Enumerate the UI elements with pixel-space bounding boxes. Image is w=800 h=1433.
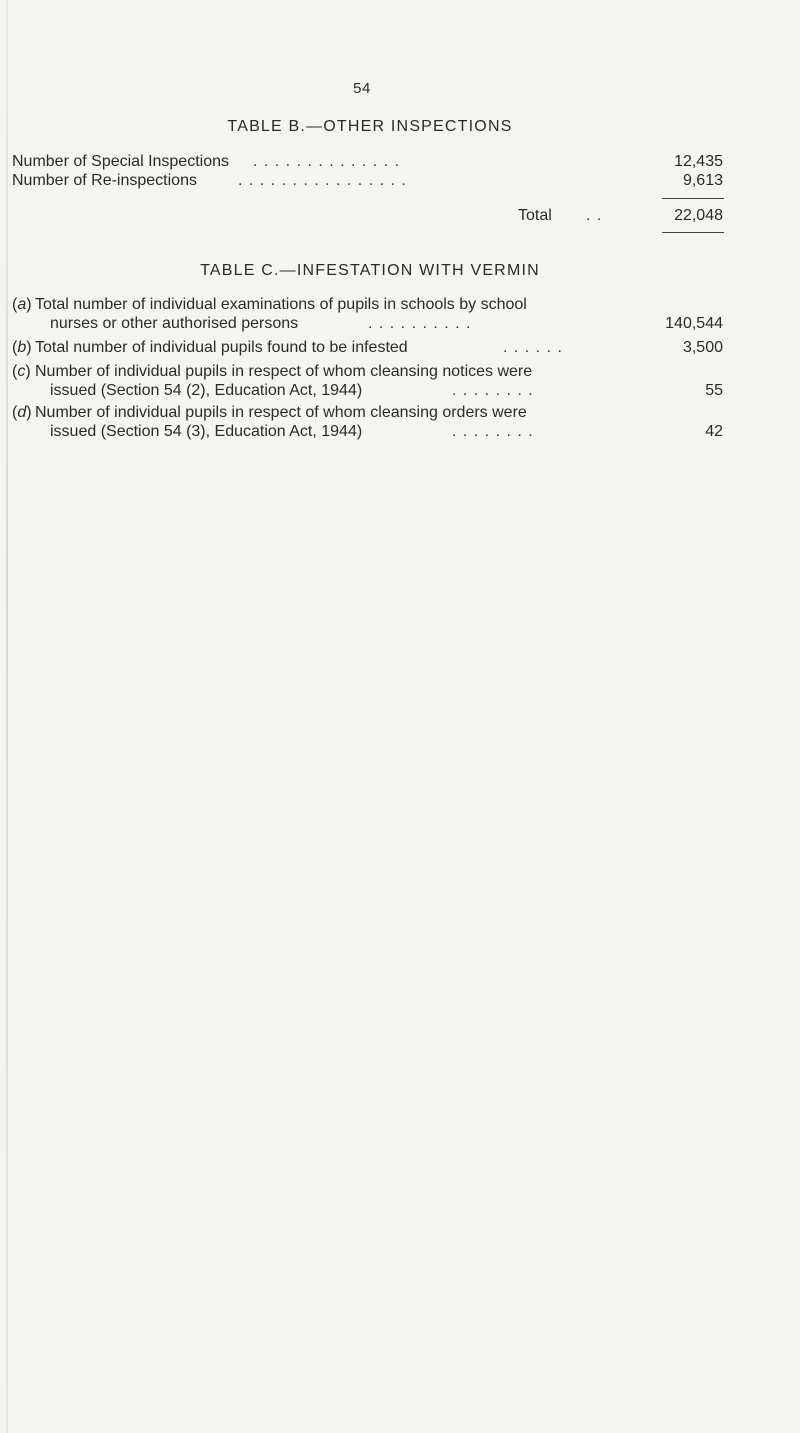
item-text-continued: issued (Section 54 (3), Education Act, 1944)	[50, 423, 363, 440]
item-text: Number of individual pupils in respect of whom cleansing orders were	[35, 404, 527, 421]
page-binding-edge	[6, 0, 8, 1433]
item-text-continued: nurses or other authorised persons	[50, 315, 299, 332]
sum-rule-bottom	[662, 232, 724, 233]
table-b-title: TABLE B.—OTHER INSPECTIONS	[227, 118, 513, 135]
item-letter: (c)	[12, 363, 31, 380]
item-value: 140,544	[665, 315, 723, 332]
total-label: Total	[518, 207, 552, 224]
leader-dots: . . . . . . . .	[452, 423, 534, 440]
leader-dots: . . . . . . . .	[452, 382, 534, 399]
sum-rule-top	[662, 198, 724, 199]
item-text: Number of individual pupils in respect of whom cleansing notices were	[35, 363, 533, 380]
table-c-title: TABLE C.—INFESTATION WITH VERMIN	[200, 262, 540, 279]
page-number: 54	[353, 80, 371, 97]
item-value: 55	[705, 382, 723, 399]
leader-dots: . . . . . . . . . .	[368, 315, 472, 332]
item-letter: (a)	[12, 296, 32, 313]
leader-dots: . . . . . .	[503, 339, 563, 356]
row-value: 12,435	[674, 153, 723, 170]
total-value: 22,048	[674, 207, 723, 224]
leader-dots: . .	[586, 207, 603, 224]
item-value: 42	[705, 423, 723, 440]
item-text-continued: issued (Section 54 (2), Education Act, 1944)	[50, 382, 363, 399]
row-label: Number of Special Inspections	[12, 153, 229, 170]
item-letter: (b)	[12, 339, 32, 356]
leader-dots: . . . . . . . . . . . . . . . .	[238, 172, 407, 189]
item-letter: (d)	[12, 404, 32, 421]
item-text: Total number of individual examinations of pupils in schools by school	[35, 296, 527, 313]
item-text: Total number of individual pupils found to be infested	[35, 339, 408, 356]
row-label: Number of Re-inspections	[12, 172, 197, 189]
item-value: 3,500	[682, 339, 723, 356]
row-value: 9,613	[682, 172, 723, 189]
leader-dots: . . . . . . . . . . . . . .	[253, 153, 401, 170]
